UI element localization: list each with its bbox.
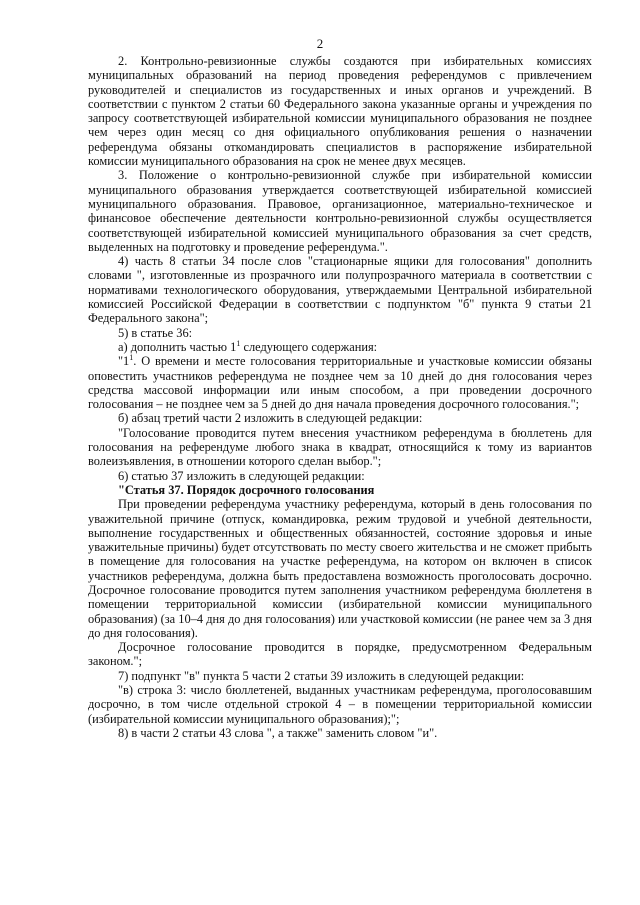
paragraph-article-36-heading: 5) в статье 36:: [118, 325, 193, 340]
paragraph-article-43-amendment: 8) в части 2 статьи 43 слова ", а также" заменить словом "и".: [118, 725, 438, 740]
paragraph-voting-procedure: "Голосование проводится путем внесения участником референдума в бюллетень для голосования на референдуме любого знака в квадрат, относящийся к тому из вариантов волеизъявления, в отношении которого сделан выбор.";: [88, 425, 592, 469]
paragraph-part-2-amendment: б) абзац третий части 2 изложить в следующей редакции:: [118, 411, 423, 426]
page-number: 2: [316, 36, 324, 51]
paragraph-line-3-text: "в) строка 3: число бюллетеней, выданных участникам референдума, проголосовавшим досрочно, в том числе отдельной строкой 4 – в помещении территориальной комиссии (избирательной комиссии муниципального образования);";: [88, 683, 592, 726]
article-37-heading: "Статья 37. Порядок досрочного голосования: [118, 482, 375, 497]
superscript: 1: [129, 353, 134, 363]
text-part: "1: [118, 354, 130, 369]
document-body: [88, 54, 592, 740]
paragraph-control-service-regulation: 3. Положение о контрольно-ревизионной службе при избирательной комиссии муниципального образования утверждается соответствующей избирательной комиссией муниципального образования. Правовое, организационное, материально-техническое и финансовое обеспечение деятельности контрольно-ревизионной службы осуществляется соответствующей избирательной комиссией муниципального образования за счет средств, выделенных на подготовку и проведение референдума.".: [88, 168, 592, 254]
paragraph-early-voting-order: Досрочное голосование проводится в порядке, предусмотренном Федеральным законом.";: [88, 640, 592, 669]
paragraph-article-39-amendment: 7) подпункт "в" пункта 5 части 2 статьи 39 изложить в следующей редакции:: [118, 668, 525, 683]
superscript: 1: [236, 338, 241, 348]
paragraph-early-voting-conditions: При проведении референдума участнику референдума, который в день голосования по уважительной причине (отпуск, командировка, режим трудовой и учебной деятельности, выполнение государственных и общественных обязанностей, состояние здоровья и иные уважительные причины) будет отсутствовать по месту своего жительства и не сможет прибыть в помещение для голосования на участке референдума, на котором он включен в список участников референдума, должна быть предоставлена возможность проголосовать досрочно. Досрочное голосование проводится путем заполнения участником референдума бюллетеня в помещении территориальной комиссии (избирательной комиссии муниципального образования) (за 10–4 дня до дня голосования) или участковой комиссии (не ранее чем за 3 дня до дня голосования).: [88, 497, 592, 640]
text-part: а) дополнить частью 1: [118, 339, 237, 354]
text-part: следующего содержания:: [240, 339, 378, 354]
paragraph-add-part-1-1: [88, 340, 592, 354]
paragraph-control-services: 2. Контрольно-ревизионные службы создаются при избирательных комиссиях муниципальных образований на период проведения референдумов с привлечением руководителей и специалистов из государственных и иных органов и учреждений. В соответствии с пунктом 2 статьи 60 Федерального закона указанные органы и учреждения по запросу соответствующей избирательной комиссии муниципального образования не позднее чем через один месяц со дня официального опубликования решения о назначении референдума обязаны откомандировать специалистов в распоряжение избирательной комиссии муниципального образования на срок не менее двух месяцев.: [88, 54, 592, 169]
text-part: . О времени и месте голосования территориальные и участковые комиссии обязаны оповестить участников референдума не позднее чем за 10 дней до дня голосования через средства массовой информации или иным способом, а при проведении досрочного голосования – не позднее чем за 5 дней до дня начала проведения досрочного голосования.";: [88, 354, 592, 412]
paragraph-article-37-amendment: 6) статью 37 изложить в следующей редакции:: [118, 468, 365, 483]
paragraph-voting-notification: [88, 354, 592, 411]
paragraph-ballot-boxes-amendment: 4) часть 8 статьи 34 после слов "стационарные ящики для голосования" дополнить словами ", изготовленные из прозрачного или полупрозрачного материала в соответствии с нормативами технологического оборудования, утверждаемыми Центральной избирательной комиссией Российской Федерации в соответствии с подпунктом "б" пункта 9 статьи 21 Федерального закона";: [88, 254, 592, 326]
